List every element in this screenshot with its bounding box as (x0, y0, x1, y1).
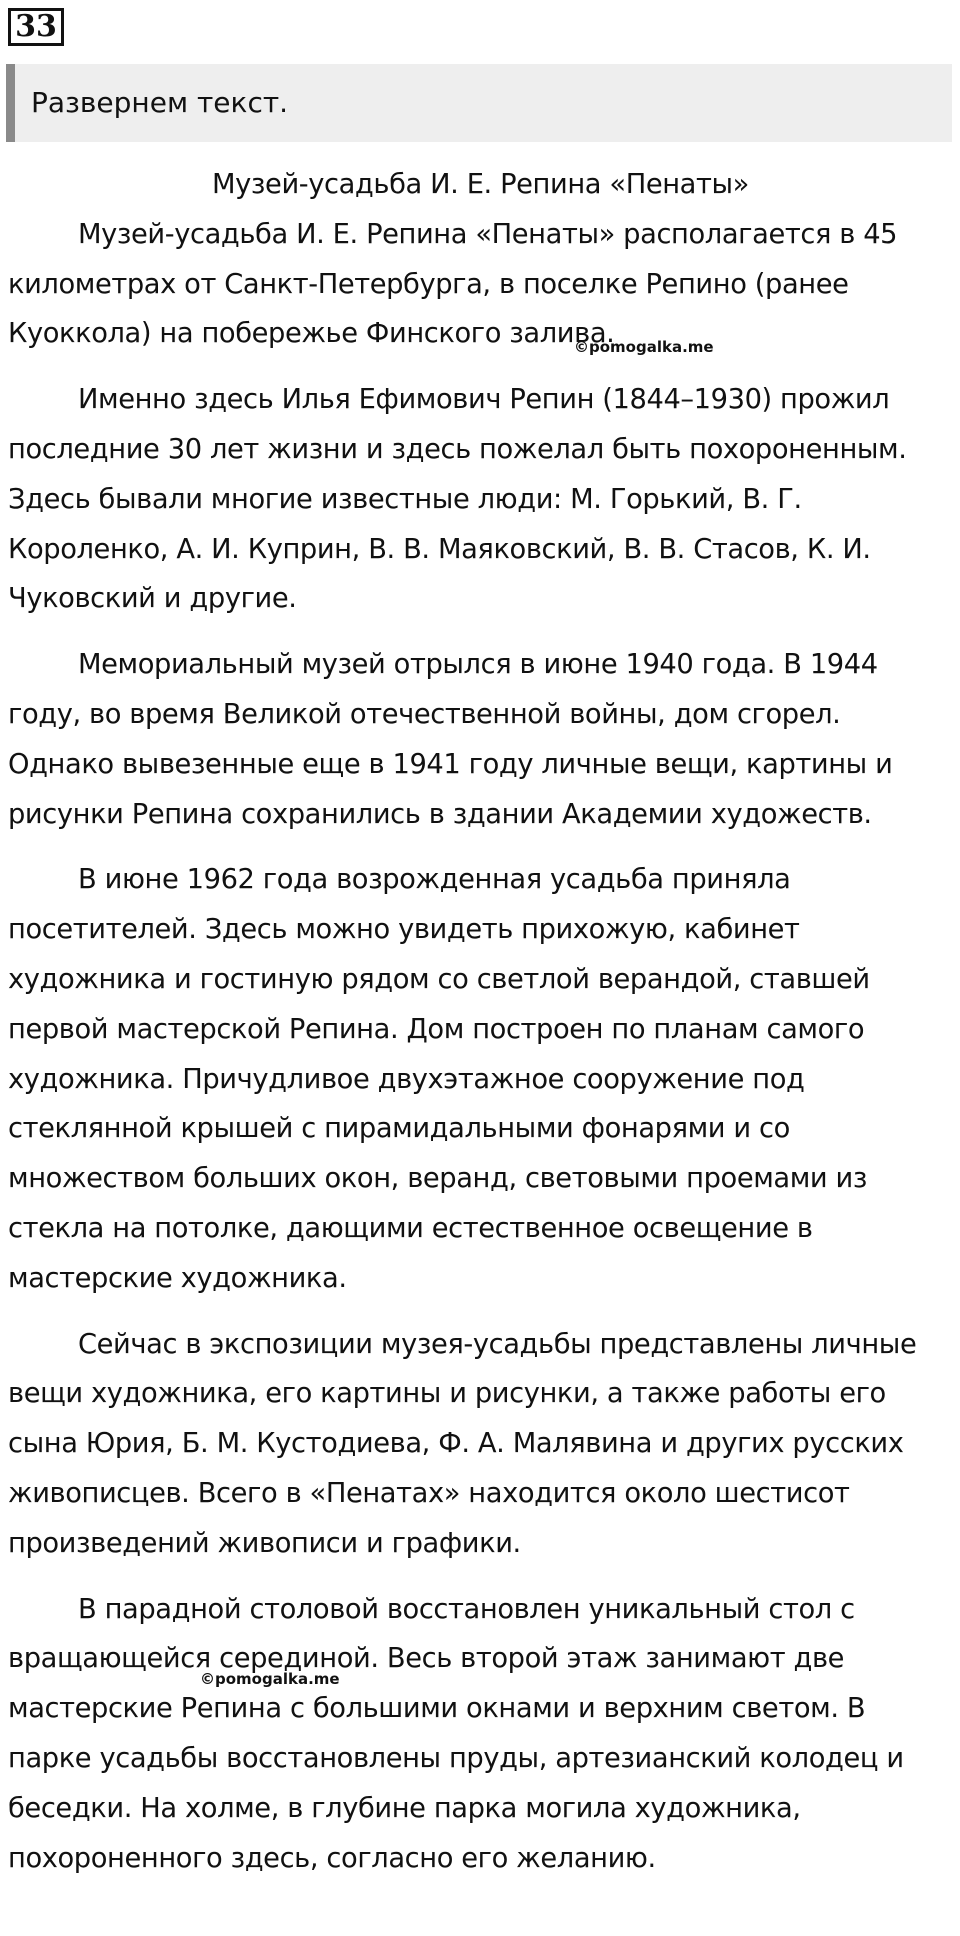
paragraph-1: Музей-усадьба И. Е. Репина «Пенаты» располагается в 45 километрах от Санкт-Петербурга, в поселке Репино (ранее Куоккола) на побережье Финского залива. (8, 218, 898, 350)
document-title: Музей-усадьба И. Е. Репина «Пенаты» (212, 169, 749, 200)
paragraph-3: Мемориальный музей отрылся в июне 1940 года. В 1944 году, во время Великой отечественной войны, дом сгорел. Однако вывезенные еще в 1941 году личные вещи, картины и рисунки Репина сохранились в здании Академии художеств. (8, 649, 893, 830)
watermark-top: ©pomogalka.me (574, 338, 714, 356)
paragraph-2: Именно здесь Илья Ефимович Репин (1844–1930) прожил последние 30 лет жизни и здесь пожелал быть похороненным. Здесь бывали многие известные люди: М. Горький, В. Г. Короленко, А. И. Куприн, В. В. Маяковский, В. В. Стасов, К. И. Чуковский и другие. (8, 384, 907, 615)
paragraph-6: В парадной столовой восстановлен уникальный стол с вращающейся серединой. Весь второй этаж занимают две мастерские Репина с большими окнами и верхним светом. В парке усадьбы восстановлены пруды, артезианский колодец и беседки. На холме, в глубине парка могила художника, похороненного здесь, согласно его желанию. (8, 1593, 904, 1874)
task-banner: Развернем текст. (6, 64, 952, 142)
document-body (8, 160, 953, 1899)
task-number: 33 (8, 8, 64, 46)
paragraph-4: В июне 1962 года возрожденная усадьба приняла посетителей. Здесь можно увидеть прихожую, кабинет художника и гостиную рядом со светлой верандой, ставшей первой мастерской Репина. Дом построен по планам самого художника. Причудливое двухэтажное сооружение под стеклянной крышей с пирамидальными фонарями и со множеством больших окон, веранд, световыми проемами из стекла на потолке, дающими естественное освещение в мастерские художника. (8, 864, 870, 1294)
watermark-bottom: ©pomogalka.me (200, 1670, 340, 1688)
paragraph-5: Сейчас в экспозиции музея-усадьбы представлены личные вещи художника, его картины и рисунки, а также работы его сына Юрия, Б. М. Кустодиева, Ф. А. Малявина и других русских живописцев. Всего в «Пенатах» находится около шестисот произведений живописи и графики. (8, 1328, 917, 1559)
